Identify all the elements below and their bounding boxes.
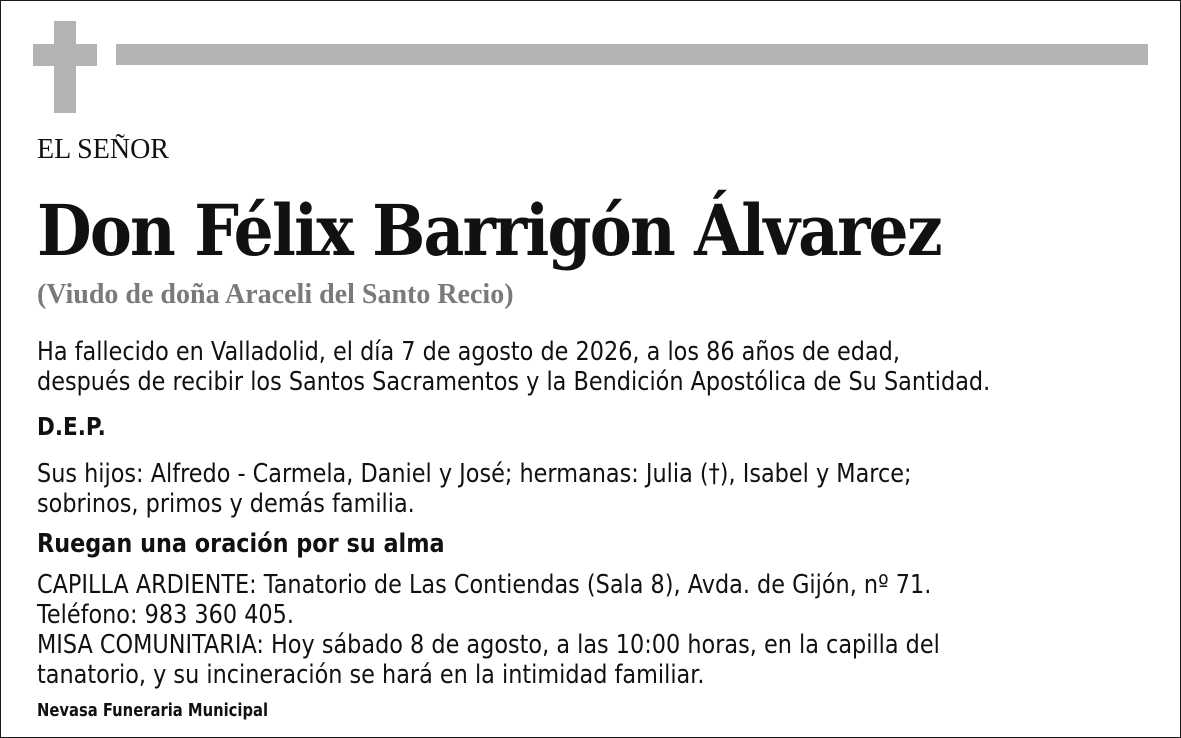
details-line: CAPILLA ARDIENTE: Tanatorio de Las Contiendas (Sala 8), Avda. de Gijón, nº 71. xyxy=(37,570,932,600)
details-paragraph xyxy=(37,570,940,690)
announcement-line: después de recibir los Santos Sacramentos y la Bendición Apostólica de Su Santidad. xyxy=(37,367,991,397)
cross-icon-bar xyxy=(33,44,97,66)
deceased-name: Don Félix Barrigón Álvarez xyxy=(37,189,941,272)
announcement-paragraph xyxy=(37,337,990,397)
family-line: sobrinos, primos y demás familia. xyxy=(37,489,415,519)
details-line: MISA COMUNITARIA: Hoy sábado 8 de agosto, a las 10:00 horas, en la capilla del xyxy=(37,630,940,660)
announcement-line: Ha fallecido en Valladolid, el día 7 de agosto de 2026, a los 86 años de edad, xyxy=(37,337,900,367)
family-paragraph xyxy=(37,459,912,519)
funeral-home: Nevasa Funeraria Municipal xyxy=(37,700,269,721)
details-line: tanatorio, y su incineración se hará en la intimidad familiar. xyxy=(37,660,705,690)
title-prefix: EL SEÑOR xyxy=(37,134,169,165)
cross-icon xyxy=(54,21,76,113)
family-line: Sus hijos: Alfredo - Carmela, Daniel y José; hermanas: Julia (†), Isabel y Marce; xyxy=(37,459,912,489)
prayer-request: Ruegan una oración por su alma xyxy=(37,529,445,559)
dep-label: D.E.P. xyxy=(37,412,106,441)
header-rule xyxy=(116,44,1148,65)
details-line: Teléfono: 983 360 405. xyxy=(37,600,294,630)
widow-note: (Viudo de doña Araceli del Santo Recio) xyxy=(37,279,514,310)
